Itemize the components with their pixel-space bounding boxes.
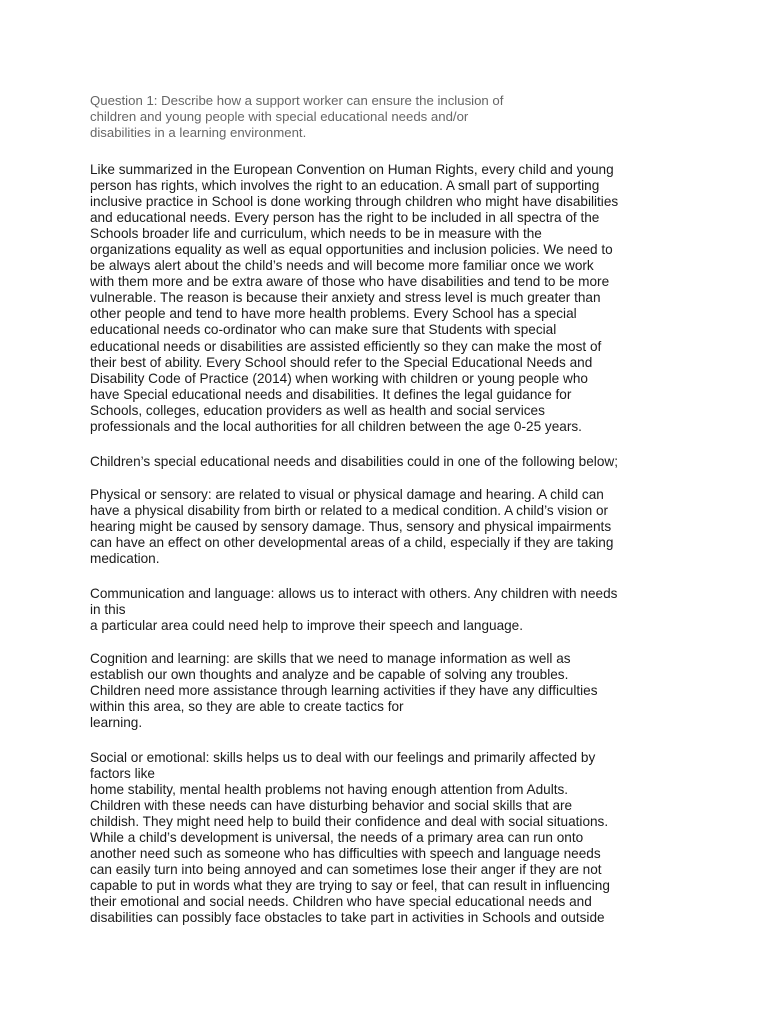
text-line: their emotional and social needs. Children who have special educational needs and bbox=[90, 894, 592, 910]
text-line: in this bbox=[90, 602, 126, 618]
text-line: can easily turn into being annoyed and can sometimes lose their anger if they are not bbox=[90, 862, 602, 878]
text-line: within this area, so they are able to create tactics for bbox=[90, 699, 404, 715]
text-line: While a child’s development is universal, the needs of a primary area can run onto bbox=[90, 830, 584, 846]
text-line: have a physical disability from birth or related to a medical condition. A child’s vision or bbox=[90, 503, 609, 519]
text-line: Like summarized in the European Convention on Human Rights, every child and young bbox=[90, 162, 614, 177]
text-line: educational needs co-ordinator who can make sure that Students with special bbox=[90, 322, 557, 338]
text-line: Schools broader life and curriculum, which needs to be in measure with the bbox=[90, 226, 542, 242]
text-line: Schools, colleges, education providers as well as health and social services bbox=[90, 402, 545, 418]
paragraph-physical-sensory bbox=[90, 487, 690, 567]
text-line: Disability Code of Practice (2014) when working with children or young people who bbox=[90, 370, 588, 386]
text-line: person has rights, which involves the right to an education. A small part of supporting bbox=[90, 178, 600, 194]
text-line: Communication and language: allows us to interact with others. Any children with needs bbox=[90, 586, 618, 601]
text-line: a particular area could need help to improve their speech and language. bbox=[90, 618, 524, 634]
text-line: capable to put in words what they are trying to say or feel, that can result in influencing bbox=[90, 878, 610, 894]
text-line: children and young people with special educational needs and/or bbox=[90, 109, 469, 125]
question-heading bbox=[90, 93, 690, 142]
text-line: home stability, mental health problems not having enough attention from Adults. bbox=[90, 782, 569, 798]
text-line: hearing might be caused by sensory damage. Thus, sensory and physical impairments bbox=[90, 519, 612, 535]
text-line: vulnerable. The reason is because their anxiety and stress level is much greater than bbox=[90, 290, 601, 306]
text-line: Children’s special educational needs and disabilities could in one of the following below; bbox=[90, 454, 618, 469]
text-line: Physical or sensory: are related to visual or physical damage and hearing. A child can bbox=[90, 487, 604, 502]
text-line: organizations equality as well as equal opportunities and inclusion policies. We need to bbox=[90, 242, 613, 258]
text-line: their best of ability. Every School should refer to the Special Educational Needs and bbox=[90, 354, 593, 370]
text-line: other people and tend to have more health problems. Every School has a special bbox=[90, 306, 577, 322]
text-line: can have an effect on other developmental areas of a child, especially if they are taking bbox=[90, 535, 614, 551]
text-line: inclusive practice in School is done working through children who might have disabilities bbox=[90, 194, 619, 210]
text-line: Children with these needs can have disturbing behavior and social skills that are bbox=[90, 798, 573, 814]
text-line: Question 1: Describe how a support worker can ensure the inclusion of bbox=[90, 93, 504, 108]
text-line: another need such as someone who has difficulties with speech and language needs bbox=[90, 846, 601, 862]
text-line: Children need more assistance through learning activities if they have any difficulties bbox=[90, 683, 598, 699]
text-line: professionals and the local authorities for all children between the age 0-25 years. bbox=[90, 418, 582, 434]
text-line: childish. They might need help to build their confidence and deal with social situations. bbox=[90, 814, 609, 830]
text-line: educational needs or disabilities are assisted efficiently so they can make the most of bbox=[90, 338, 602, 354]
text-line: disabilities can possibly face obstacles to take part in activities in Schools and outside bbox=[90, 910, 605, 926]
paragraph-human-rights bbox=[90, 162, 690, 435]
paragraph-communication-language bbox=[90, 586, 690, 634]
text-line: Social or emotional: skills helps us to deal with our feelings and primarily affected by bbox=[90, 750, 596, 765]
paragraph-social-emotional bbox=[90, 750, 690, 927]
text-line: disabilities in a learning environment. bbox=[90, 125, 307, 141]
text-line: with them more and be extra aware of those who have disabilities and tend to be more bbox=[90, 274, 610, 290]
text-line: factors like bbox=[90, 766, 155, 782]
text-line: medication. bbox=[90, 551, 160, 567]
text-line: and educational needs. Every person has the right to be included in all spectra of the bbox=[90, 210, 600, 226]
text-line: learning. bbox=[90, 715, 143, 731]
text-line: be always alert about the child’s needs and will become more familiar once we work bbox=[90, 258, 594, 274]
paragraph-cognition-learning bbox=[90, 651, 690, 731]
text-line: Cognition and learning: are skills that we need to manage information as well as bbox=[90, 651, 571, 666]
text-line: establish our own thoughts and analyze and be capable of solving any troubles. bbox=[90, 667, 569, 683]
paragraph-sen-categories-intro bbox=[90, 454, 690, 470]
text-line: have Special educational needs and disabilities. It defines the legal guidance for bbox=[90, 386, 572, 402]
